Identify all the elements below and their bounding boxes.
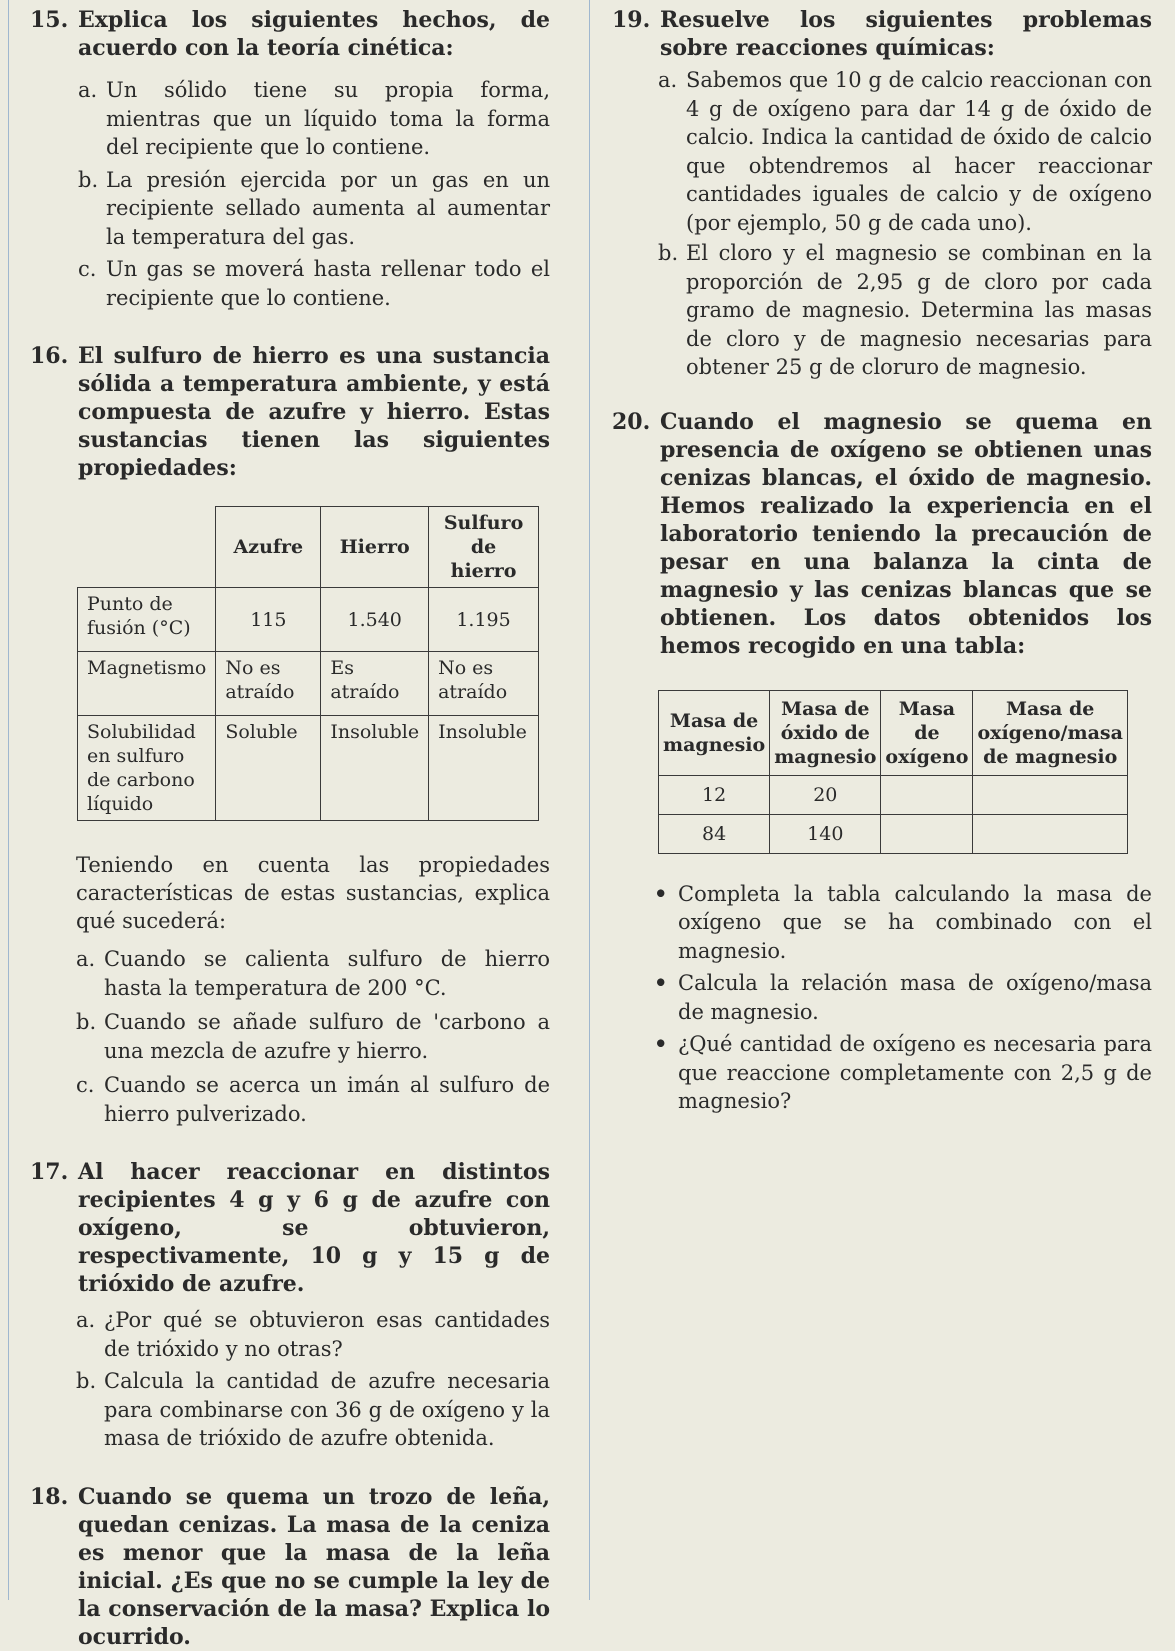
question-20 bbox=[612, 408, 1152, 1116]
column-header: Masa de oxígeno bbox=[881, 690, 973, 775]
list-item bbox=[76, 1306, 550, 1363]
table-cell bbox=[973, 814, 1127, 853]
table-cell: Insoluble bbox=[429, 716, 539, 821]
question-heading: Cuando se quema un trozo de leña, quedan cenizas. La masa de la ceniza es menor que la masa de la leña inicial. ¿Es que no se cumple la ley de la conservación de la masa? Explica lo ocurrido. bbox=[78, 1483, 550, 1650]
list-item bbox=[76, 945, 550, 1002]
question-17 bbox=[30, 1158, 550, 1453]
item-letter: b. bbox=[76, 1010, 97, 1034]
row-header: Punto de fusión (°C) bbox=[78, 588, 216, 652]
table-cell: Es atraído bbox=[321, 652, 429, 716]
item-text: Cuando se añade sulfuro de 'carbono a una mezcla de azufre y hierro. bbox=[104, 1010, 550, 1063]
table-cell: 1.540 bbox=[321, 588, 429, 652]
question-16 bbox=[30, 342, 550, 1128]
question-number: 15. bbox=[30, 7, 69, 33]
item-text: Cuando se acerca un imán al sulfuro de hierro pulverizado. bbox=[104, 1073, 550, 1126]
bullet-item bbox=[652, 969, 1152, 1026]
column-header: Hierro bbox=[321, 507, 429, 588]
item-letter: a. bbox=[76, 947, 96, 971]
table-cell: Insoluble bbox=[321, 716, 429, 821]
list-item bbox=[658, 239, 1152, 382]
list-item bbox=[76, 1367, 550, 1453]
table-row bbox=[659, 775, 1128, 814]
table-row bbox=[78, 652, 539, 716]
column-header: Masa de óxido de magnesio bbox=[770, 690, 881, 775]
row-header: Magnetismo bbox=[78, 652, 216, 716]
item-text: Cuando se calienta sulfuro de hierro hasta la temperatura de 200 °C. bbox=[104, 947, 550, 1000]
question-body-text: Teniendo en cuenta las propiedades características de estas sustancias, explica qué sucederá: bbox=[76, 853, 550, 933]
question-heading: Cuando el magnesio se quema en presencia de oxígeno se obtienen unas cenizas blancas, el óxido de magnesio. Hemos realizado la experiencia en el laboratorio teniendo la precaución de pesar en una balanza la cinta de magnesio y las cenizas blancas que se obtienen. Los datos obtenidos los hemos recogido en una tabla: bbox=[660, 408, 1152, 659]
item-text: Calcula la cantidad de azufre necesaria para combinarse con 36 g de oxígeno y la masa de trióxido de azufre obtenida. bbox=[104, 1369, 550, 1450]
center-column-rule bbox=[589, 0, 590, 1600]
bullet-text: Completa la tabla calculando la masa de oxígeno que se ha combinado con el magnesio. bbox=[678, 881, 1152, 963]
item-text: ¿Por qué se obtuvieron esas cantidades de trióxido y no otras? bbox=[104, 1308, 550, 1361]
column-header: Masa de oxígeno/masa de magnesio bbox=[973, 690, 1127, 775]
list-item bbox=[78, 166, 550, 252]
item-letter: a. bbox=[658, 68, 678, 92]
bullet-dot: • bbox=[654, 970, 668, 995]
bullet-item bbox=[652, 1030, 1152, 1116]
question-19 bbox=[612, 6, 1152, 382]
item-text: La presión ejercida por un gas en un recipiente sellado aumenta al aumentar la temperatura del gas. bbox=[106, 167, 550, 249]
item-letter: c. bbox=[78, 257, 97, 281]
list-item bbox=[78, 255, 550, 312]
bullet-dot: • bbox=[654, 1031, 668, 1056]
item-letter: a. bbox=[76, 1308, 96, 1332]
table-row bbox=[659, 814, 1128, 853]
table-cell: 12 bbox=[659, 775, 770, 814]
item-text: El cloro y el magnesio se combinan en la proporción de 2,95 g de cloro por cada gramo de magnesio. Determina las masas de cloro y de magnesio necesarias para obtener 25 g de cloruro de magnesio. bbox=[686, 241, 1152, 379]
table-cell bbox=[973, 775, 1127, 814]
table-row bbox=[78, 588, 539, 652]
item-text: Sabemos que 10 g de calcio reaccionan con 4 g de oxígeno para dar 14 g de óxido de calcio. Indica la cantidad de óxido de calcio que obtendremos al hacer reaccionar cantidades iguales de calcio y de oxígeno (por ejemplo, 50 g de cada uno). bbox=[686, 68, 1152, 235]
item-letter: b. bbox=[658, 241, 679, 265]
table-cell: 20 bbox=[770, 775, 881, 814]
item-letter: c. bbox=[76, 1073, 95, 1097]
table-header-row bbox=[659, 690, 1128, 775]
question-15 bbox=[30, 6, 550, 312]
table-header-row bbox=[78, 507, 539, 588]
list-item bbox=[78, 76, 550, 162]
question-number: 19. bbox=[612, 7, 651, 33]
question-number: 20. bbox=[612, 408, 651, 435]
question-heading: Al hacer reaccionar en distintos recipientes 4 g y 6 g de azufre con oxígeno, se obtuvieron, respectivamente, 10 g y 15 g de trióxido de azufre. bbox=[78, 1159, 550, 1297]
bullet-item bbox=[652, 880, 1152, 966]
table-cell: 84 bbox=[659, 814, 770, 853]
table-cell: No es atraído bbox=[429, 652, 539, 716]
table-cell: No es atraído bbox=[216, 652, 321, 716]
left-column bbox=[30, 6, 550, 1651]
item-letter: b. bbox=[78, 167, 99, 192]
column-header: Azufre bbox=[216, 507, 321, 588]
table-corner-cell bbox=[78, 507, 216, 588]
question-number: 16. bbox=[30, 343, 69, 369]
question-number: 17. bbox=[30, 1159, 69, 1185]
properties-table bbox=[77, 506, 539, 821]
bullet-text: ¿Qué cantidad de oxígeno es necesaria para que reaccione completamente con 2,5 g de magnesio? bbox=[678, 1032, 1152, 1113]
table-cell: 140 bbox=[770, 814, 881, 853]
bullet-text: Calcula la relación masa de oxígeno/masa de magnesio. bbox=[678, 971, 1152, 1024]
list-item bbox=[76, 1071, 550, 1128]
bullet-dot: • bbox=[654, 880, 668, 906]
question-number: 18. bbox=[30, 1483, 69, 1510]
magnesium-data-table bbox=[658, 690, 1128, 854]
left-margin-rule bbox=[8, 0, 9, 1600]
question-heading: Explica los siguientes hechos, de acuerdo con la teoría cinética: bbox=[78, 7, 550, 61]
item-text: Un gas se moverá hasta rellenar todo el recipiente que lo contiene. bbox=[106, 257, 550, 310]
column-header: Masa de magnesio bbox=[659, 690, 770, 775]
row-header: Solubilidad en sulfuro de carbono líquido bbox=[78, 716, 216, 821]
item-letter: b. bbox=[76, 1369, 97, 1393]
table-cell bbox=[881, 775, 973, 814]
table-cell: 115 bbox=[216, 588, 321, 652]
question-heading: Resuelve los siguientes problemas sobre reacciones químicas: bbox=[660, 7, 1152, 61]
question-heading: El sulfuro de hierro es una sustancia sólida a temperatura ambiente, y está compuesta de azufre y hierro. Estas sustancias tienen las siguientes propiedades: bbox=[78, 343, 550, 481]
item-text: Un sólido tiene su propia forma, mientras que un líquido toma la forma del recipiente que lo contiene. bbox=[106, 78, 550, 159]
table-cell bbox=[881, 814, 973, 853]
question-18 bbox=[30, 1483, 550, 1651]
table-cell: 1.195 bbox=[429, 588, 539, 652]
right-column bbox=[612, 6, 1152, 1116]
table-cell: Soluble bbox=[216, 716, 321, 821]
table-row bbox=[78, 716, 539, 821]
list-item bbox=[76, 1008, 550, 1065]
column-header: Sulfuro de hierro bbox=[429, 507, 539, 588]
list-item bbox=[658, 66, 1152, 237]
item-letter: a. bbox=[78, 78, 98, 102]
